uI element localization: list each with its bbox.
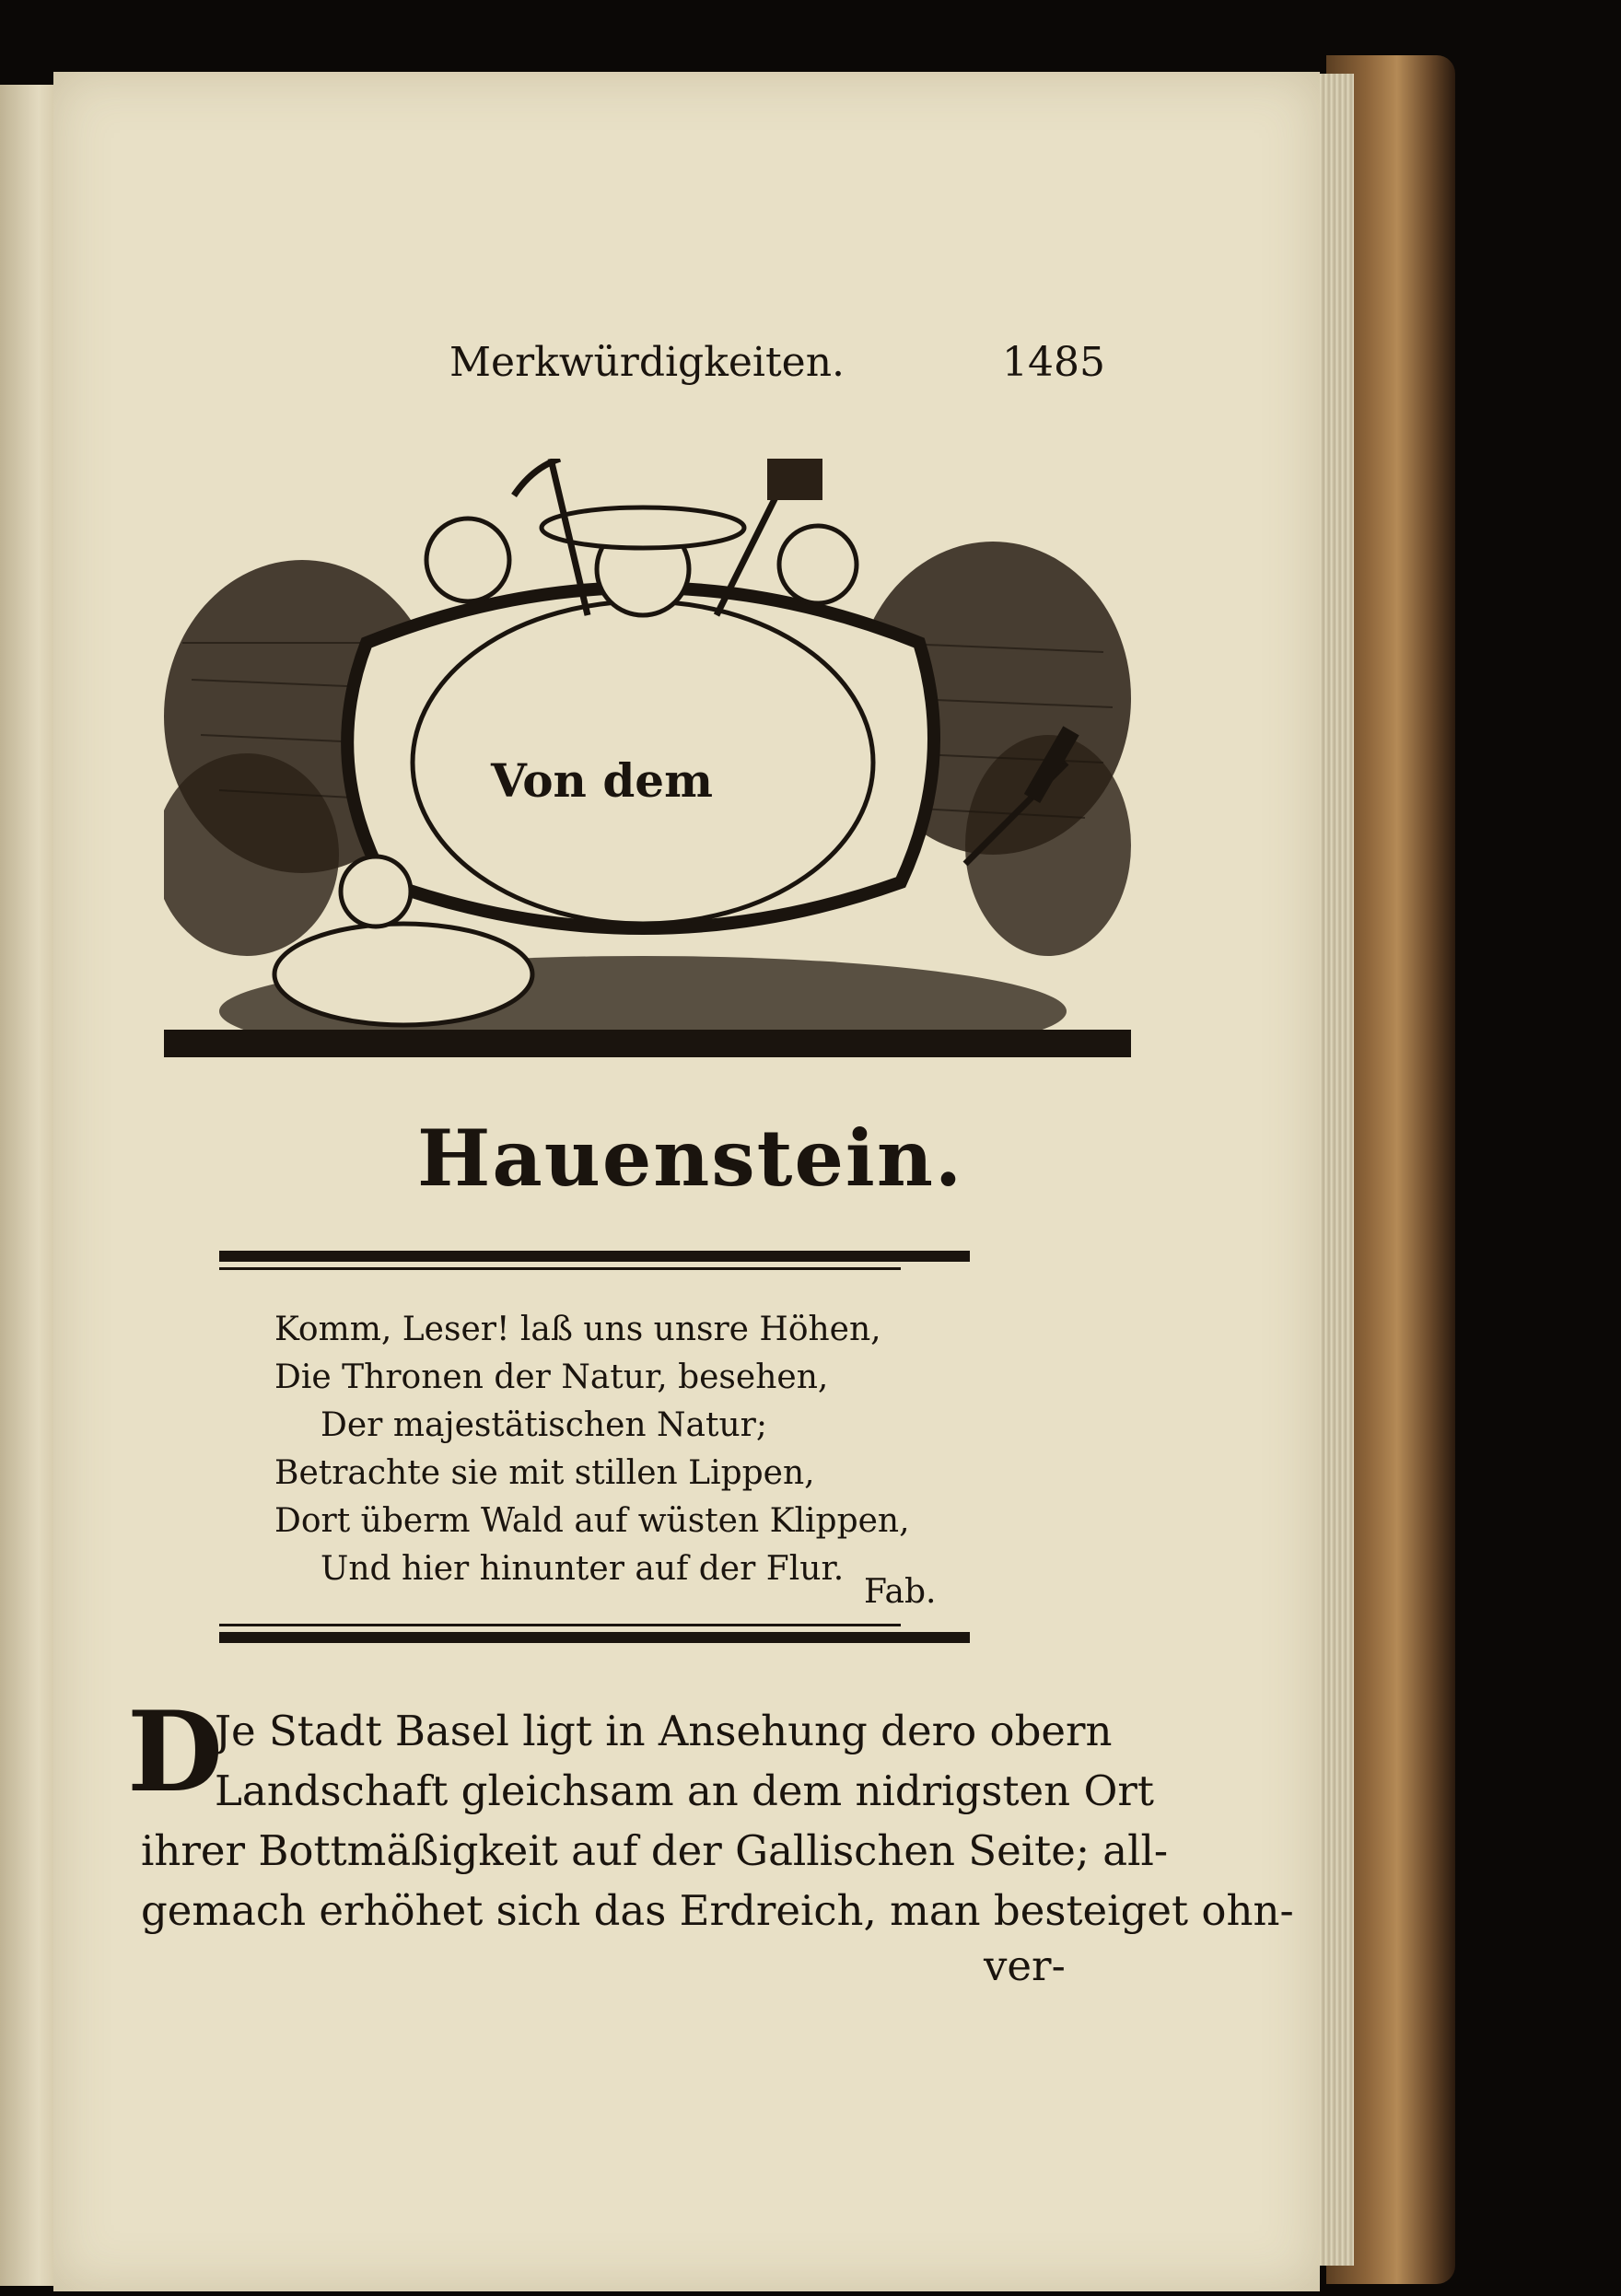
poem-author: Fab. <box>864 1573 937 1611</box>
cartouche-text: Von dem <box>491 753 713 808</box>
poem-line: Der majestätischen Natur; <box>321 1406 767 1444</box>
running-title: Merkwürdigkeiten. <box>449 339 845 386</box>
body-line: ihrer Bottmäßigkeit auf der Gallischen Seite; all- <box>141 1826 1169 1875</box>
poem-line: Und hier hinunter auf der Flur. <box>321 1550 845 1588</box>
poem-line: Komm, Leser! laß uns unsre Höhen, <box>274 1311 881 1348</box>
chapter-title: Hauenstein. <box>417 1113 964 1204</box>
page-number: 1485 <box>1002 339 1105 386</box>
bottom-double-rule <box>219 1624 970 1643</box>
poem-line: Dort überm Wald auf wüsten Klippen, <box>274 1502 910 1540</box>
body-line: Je Stadt Basel ligt in Ansehung dero obern <box>215 1707 1113 1755</box>
body-line: Landschaft gleichsam an dem nidrigsten Ort <box>215 1766 1154 1815</box>
book-page <box>53 72 1320 2291</box>
poem-line: Betrachte sie mit stillen Lippen, <box>274 1454 815 1492</box>
body-line: gemach erhöhet sich das Erdreich, man besteiget ohn- <box>141 1886 1294 1935</box>
catchword: ver- <box>984 1941 1066 1990</box>
top-double-rule <box>219 1251 970 1270</box>
drop-cap: D <box>127 1687 224 1817</box>
poem-line: Die Thronen der Natur, besehen, <box>274 1358 829 1396</box>
